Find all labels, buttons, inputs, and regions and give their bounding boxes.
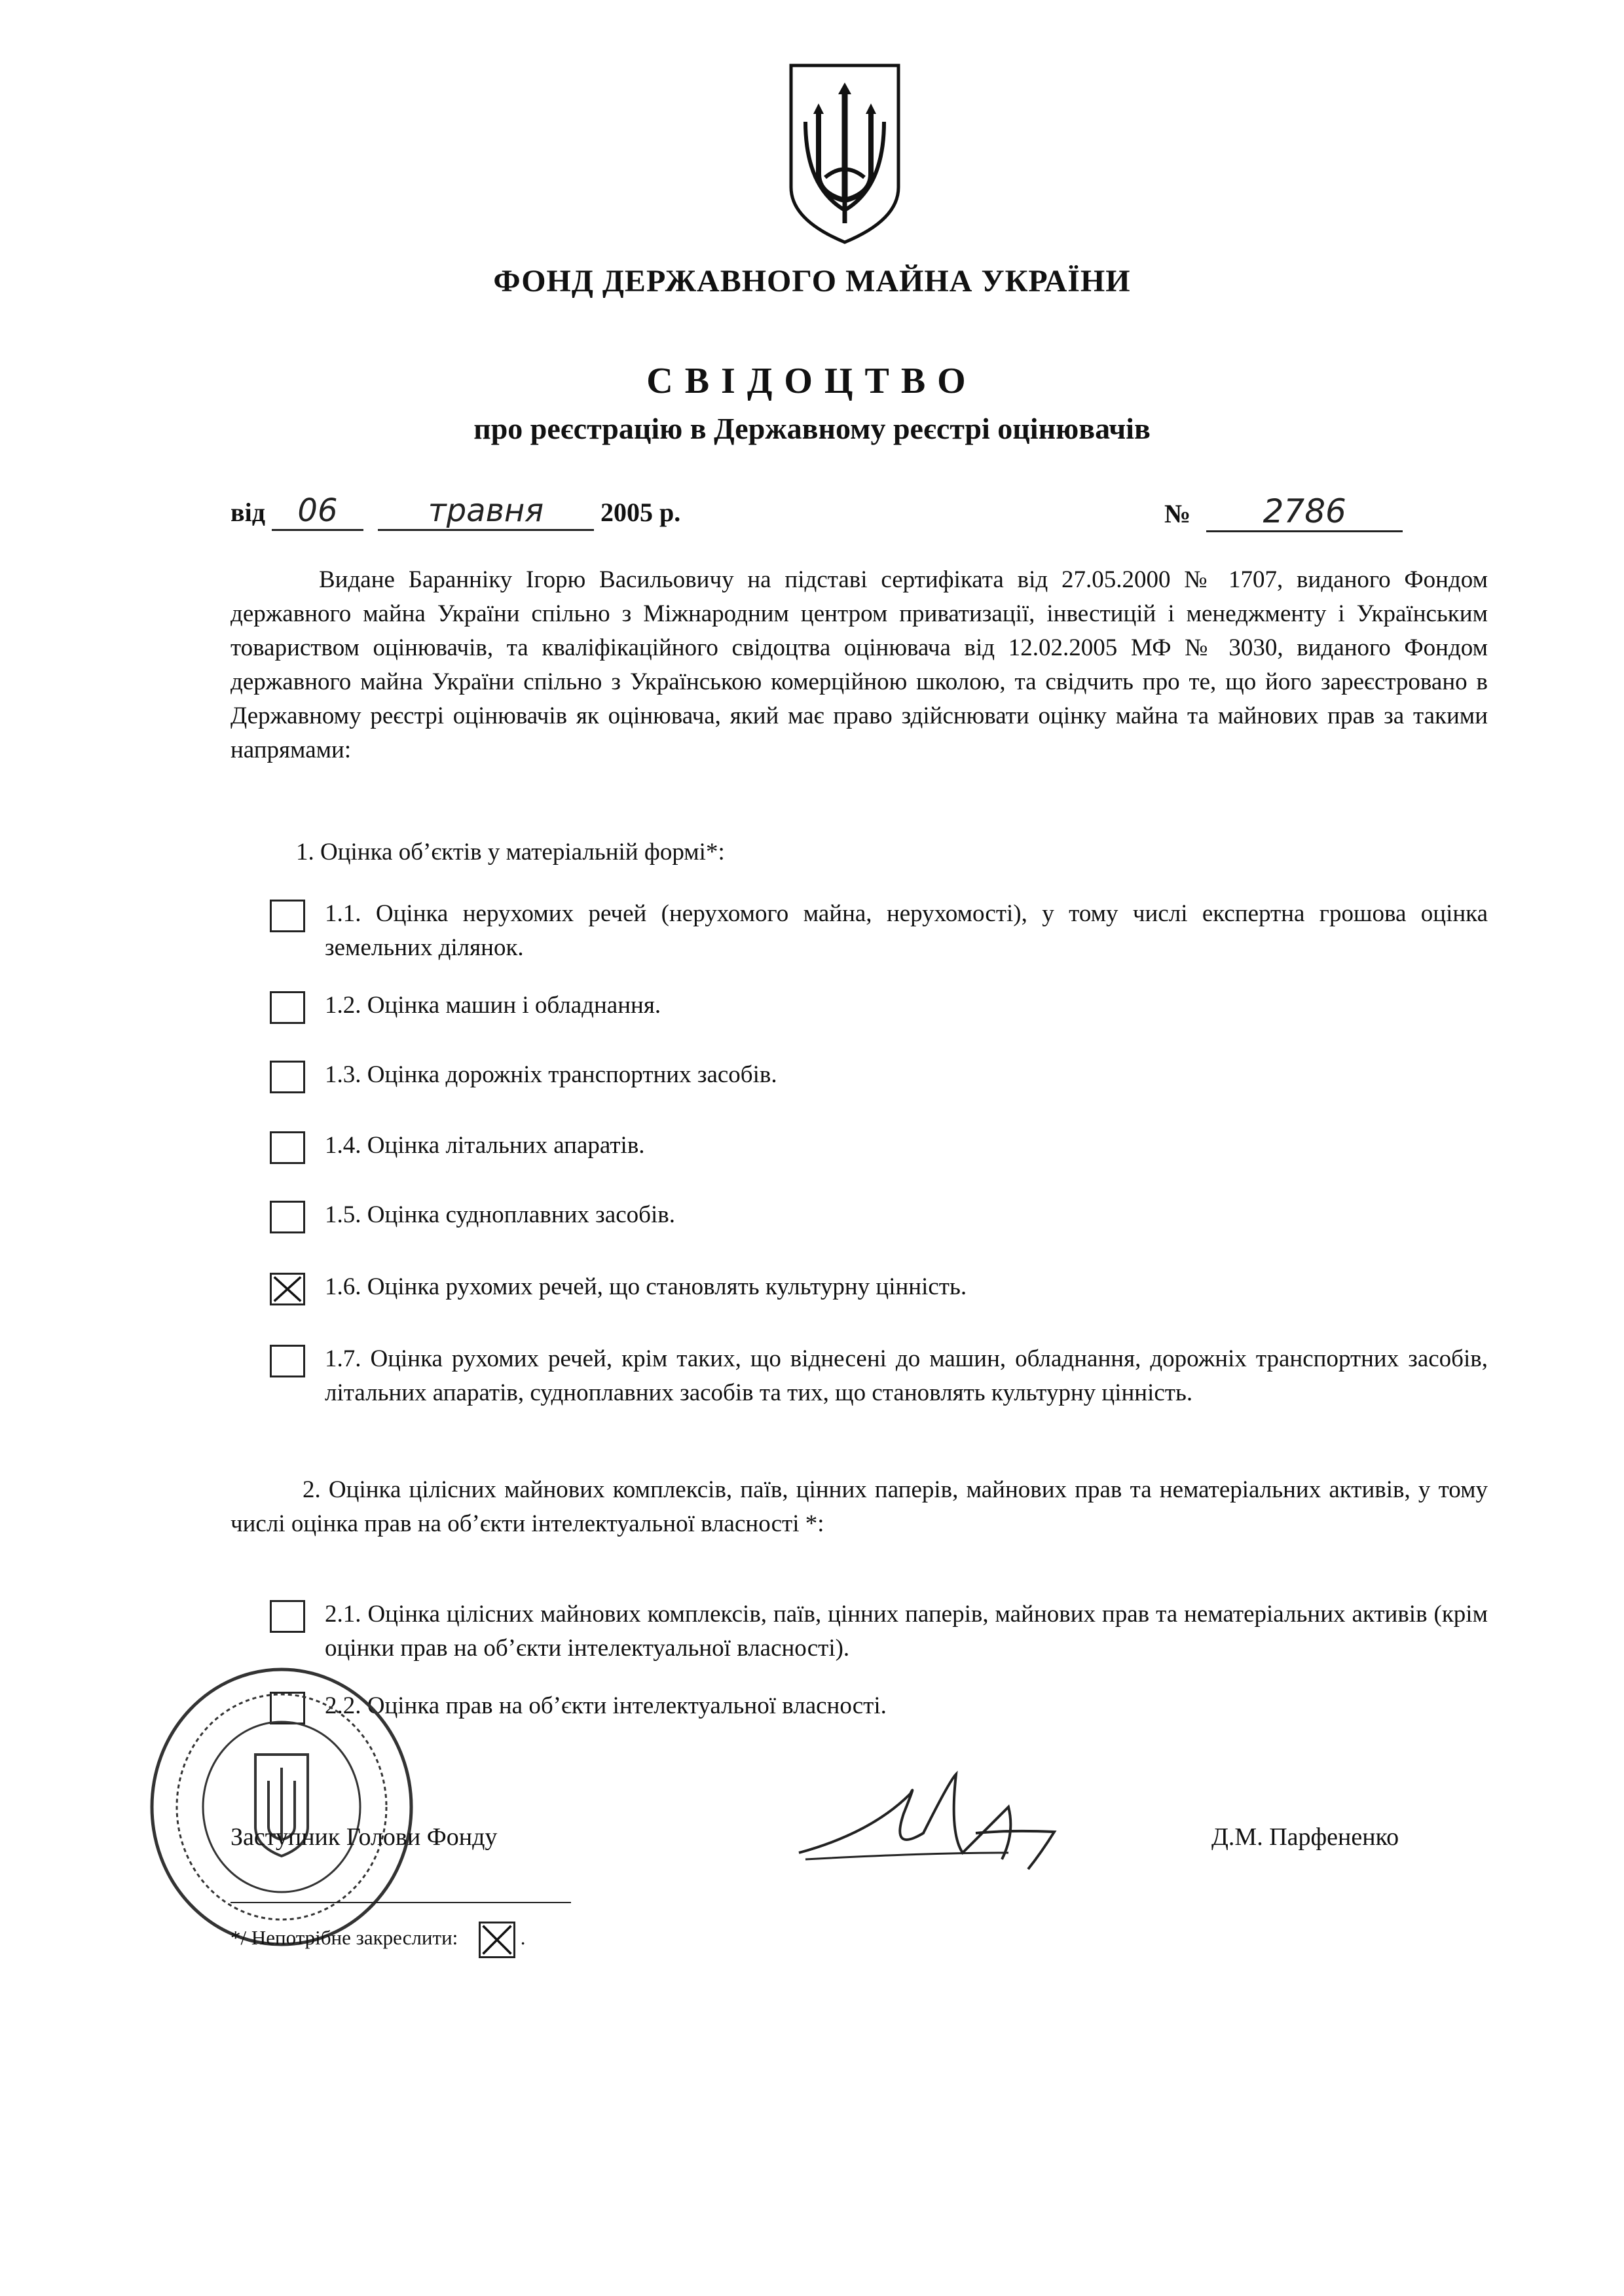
number-value: 2786 (1206, 492, 1403, 532)
cross-icon (272, 1275, 303, 1303)
trident-coat-of-arms-icon (786, 63, 904, 245)
checkbox-item-1-6 (270, 1270, 1488, 1304)
section-1-heading: 1. Оцінка об’єктів у матеріальній формі*: (296, 839, 725, 866)
checkbox-item-1-2 (270, 989, 1488, 1023)
checkbox-item-2-2 (270, 1689, 1488, 1723)
checkbox-label: 1.5. Оцінка судноплавних засобів. (325, 1201, 675, 1228)
cross-box-icon (479, 1922, 515, 1958)
checkbox[interactable] (270, 1131, 305, 1164)
issue-month: травня (378, 492, 594, 531)
checkbox[interactable] (270, 900, 305, 932)
number-label: № (1164, 499, 1191, 528)
checkbox-item-1-4 (270, 1129, 1488, 1163)
footnote-text: */ Непотрібне закреслити: (231, 1926, 458, 1950)
checkbox-item-2-1 (270, 1597, 1488, 1666)
checkbox-item-1-3 (270, 1058, 1488, 1092)
document-title: СВІДОЦТВО (646, 361, 978, 401)
issue-day: 06 (272, 492, 363, 531)
checkbox-label: 1.3. Оцінка дорожніх транспортних засобів. (325, 1061, 777, 1088)
checkbox-label: 2.2. Оцінка прав на об’єкти інтелектуальної власності. (325, 1692, 887, 1719)
organization-title: ФОНД ДЕРЖАВНОГО МАЙНА УКРАЇНИ (493, 264, 1131, 299)
checkbox[interactable] (270, 1061, 305, 1093)
checkbox-label: 2.1. Оцінка цілісних майнових комплексів, паїв, цінних паперів, майнових прав та нематеріальних активів (крім оцінки прав на об’єкти інтелектуальної власності). (325, 1601, 1488, 1662)
checkbox-item-1-5 (270, 1198, 1488, 1232)
checkbox-checked[interactable] (270, 1273, 305, 1305)
from-label: від (231, 498, 265, 527)
checkbox[interactable] (270, 1345, 305, 1377)
footnote-divider (231, 1902, 571, 1903)
checkbox-item-1-7 (270, 1342, 1488, 1410)
footnote-trailing: . (520, 1926, 526, 1950)
document-subtitle: про реєстрацію в Державному реєстрі оцінювачів (473, 412, 1151, 445)
issue-date (231, 492, 680, 531)
body-paragraph: Видане Баранніку Ігорю Васильовичу на підставі сертифіката від 27.05.2000 № 1707, виданого Фондом державного майна України спільно з Міжнародним центром приватизації, інвестицій і менеджменту і Українським товариством оцінювачів, та кваліфікаційного свідоцтва оцінювача від 12.02.2005 МФ № 3030, виданого Фондом державного майна України спільно з Українською комерційною школою, та свідчить про те, що його зареєстровано в Державному реєстрі оцінювачів як оцінювача, який має право здійснювати оцінку майна та майнових прав за такими напрямами: (231, 566, 1488, 763)
official-seal-icon (144, 1663, 419, 1951)
checkbox-label: 1.1. Оцінка нерухомих речей (нерухомого майна, нерухомості), у тому числі експертна грошова оцінка земельних ділянок. (325, 900, 1488, 961)
checkbox-label: 1.2. Оцінка машин і обладнання. (325, 992, 661, 1019)
signer-name: Д.М. Парфененко (1211, 1823, 1399, 1851)
checkbox[interactable] (270, 1600, 305, 1633)
certificate-number (1164, 492, 1403, 532)
footnote (231, 1922, 526, 1958)
section-2-heading: 2. Оцінка цілісних майнових комплексів, паїв, цінних паперів, майнових прав та нематеріальних активів, у тому числі оцінка прав на об’єкти інтелектуальної власності *: (231, 1476, 1488, 1537)
handwritten-signature-icon (792, 1755, 1067, 1872)
checkbox-label: 1.4. Оцінка літальних апаратів. (325, 1132, 645, 1159)
checkbox-label: 1.6. Оцінка рухомих речей, що становлять культурну цінність. (325, 1273, 967, 1300)
checkbox-item-1-1 (270, 897, 1488, 965)
checkbox[interactable] (270, 1201, 305, 1233)
issue-year: 2005 р. (600, 498, 681, 527)
signer-title: Заступник Голови Фонду (231, 1823, 498, 1851)
checkbox[interactable] (270, 991, 305, 1024)
checkbox-label: 1.7. Оцінка рухомих речей, крім таких, що віднесені до машин, обладнання, дорожніх транспортних засобів, літальних апаратів, судноплавних засобів та тих, що становлять культурну цінність. (325, 1345, 1488, 1406)
